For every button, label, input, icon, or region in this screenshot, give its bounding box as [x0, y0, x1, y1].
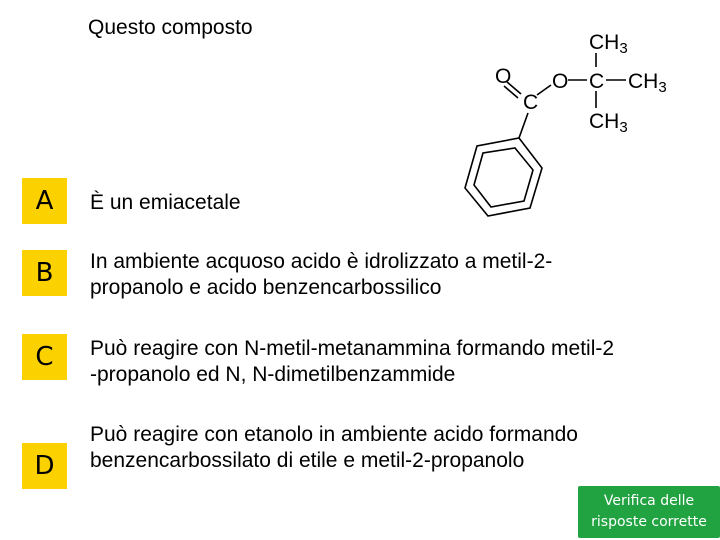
answer-b-text[interactable]: In ambiente acquoso acido è idrolizzato a metil-2- propanolo e acido benzencarbossilico [90, 250, 553, 299]
atom-o-double: O [495, 65, 512, 88]
answer-a-text[interactable]: È un emiacetale [90, 191, 241, 214]
answer-d-letter[interactable]: D [22, 443, 67, 489]
answer-d-text[interactable]: Può reagire con etanolo in ambiente acido formando benzencarbossilato di etile e metil-2-propanolo [90, 423, 578, 472]
atom-ch3-right: CH3 [628, 70, 667, 96]
question-title: Questo composto [88, 16, 253, 39]
answer-a-letter[interactable]: A [22, 178, 67, 224]
answer-c-text[interactable]: Può reagire con N-metil-metanammina formando metil-2 -propanolo ed N, N-dimetilbenzammide [90, 337, 615, 386]
atom-ch3-bottom: CH3 [589, 110, 628, 136]
atom-c-carbonyl: C [523, 91, 539, 114]
atom-o-ester: O [552, 70, 569, 93]
answer-b-letter[interactable]: B [22, 250, 67, 296]
answer-c-letter[interactable]: C [22, 334, 67, 380]
atom-c-quat: C [589, 70, 605, 93]
verify-answers-button[interactable]: Verifica delle risposte corrette [578, 486, 720, 538]
atom-ch3-top: CH3 [589, 31, 628, 57]
